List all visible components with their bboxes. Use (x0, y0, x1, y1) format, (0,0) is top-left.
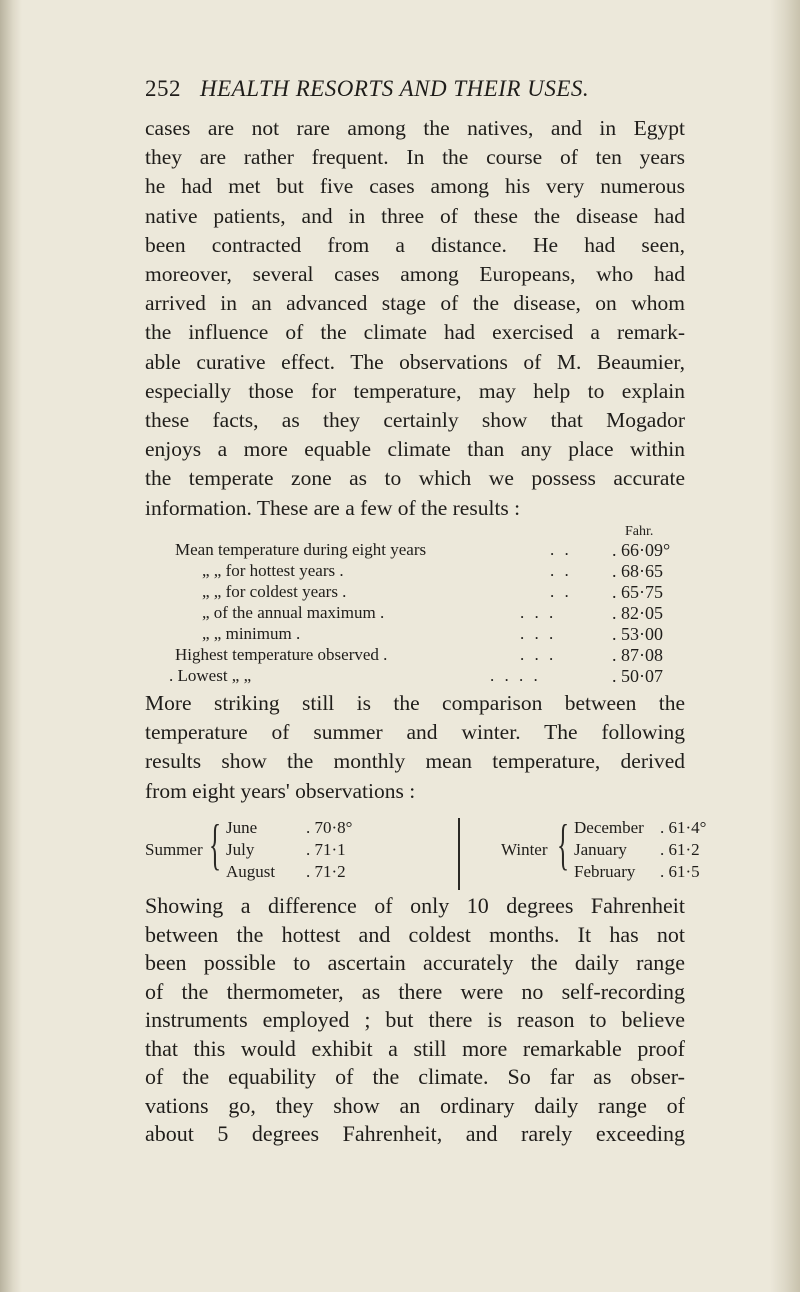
text-line: the influence of the climate had exercised a remark- (145, 320, 685, 345)
row-value: . 66·09° (612, 540, 671, 560)
month-value: . 61·4° (660, 818, 707, 837)
row-label: Mean temperature during eight years (175, 540, 427, 559)
unit-header: Fahr. (625, 524, 654, 539)
month-name: July (226, 840, 255, 859)
page-fore-edge (770, 0, 800, 1292)
page-number: 252 (145, 76, 181, 101)
paragraph-1 (145, 114, 685, 523)
text-line: arrived in an advanced stage of the disease, on whom (145, 291, 685, 316)
month-name: December (574, 818, 644, 837)
page-binding-edge (0, 0, 22, 1292)
text-line: moreover, several cases among Europeans, who had (145, 262, 685, 287)
row-label: „ „ for hottest years . (202, 561, 344, 580)
text-line: especially those for temperature, may help to explain (145, 378, 685, 403)
column-divider (458, 818, 460, 890)
text-line: they are rather frequent. In the course of ten years (145, 145, 685, 170)
month-value: . 61·5 (660, 862, 700, 881)
text-line: the temperate zone as to which we possess accurate (145, 466, 685, 491)
row-label: „ „ for coldest years . (202, 582, 347, 601)
text-line: from eight years' observations : (145, 778, 416, 803)
table-row (145, 603, 715, 625)
row-leader: . . . (520, 603, 557, 622)
summer-label: Summer (145, 840, 203, 859)
row-value: . 53·00 (612, 624, 663, 644)
row-leader: . . . (520, 624, 557, 643)
running-title: HEALTH RESORTS AND THEIR USES. (200, 76, 590, 101)
text-line: enjoys a more equable climate than any place within (145, 437, 685, 462)
row-leader: . . (550, 561, 572, 580)
text-line: between the hottest and coldest months. It has not (145, 921, 685, 947)
month-value: . 61·2 (660, 840, 700, 859)
month-value: . 71·2 (306, 862, 346, 881)
text-line: been contracted from a distance. He had seen, (145, 232, 685, 257)
text-line: Showing a difference of only 10 degrees Fahrenheit (145, 893, 685, 918)
text-line: vations go, they show an ordinary daily range of (145, 1092, 685, 1118)
row-label: „ of the annual maximum . (202, 603, 385, 622)
text-line: instruments employed ; but there is reason to believe (145, 1007, 685, 1032)
text-line: More striking still is the comparison between the (145, 691, 685, 715)
text-line: temperature of summer and winter. The following (145, 720, 685, 745)
month-name: February (574, 862, 636, 881)
table-row (145, 666, 715, 688)
text-line: he had met but five cases among his very numerous (145, 174, 685, 199)
row-value: . 82·05 (612, 603, 663, 623)
month-name: June (226, 818, 258, 837)
table-row (145, 561, 715, 583)
row-value: . 87·08 (612, 645, 663, 665)
paragraph-3 (145, 892, 685, 1149)
paragraph-2 (145, 689, 685, 806)
row-value: . 50·07 (612, 666, 663, 686)
text-line: of the thermometer, as there were no self-recording (145, 978, 685, 1004)
month-name: January (574, 840, 627, 859)
row-leader: . . (550, 540, 572, 559)
monthly-mean-table (145, 814, 707, 888)
text-line: been possible to ascertain accurately the daily range (145, 950, 685, 975)
table-row (145, 624, 715, 646)
row-leader: . . . . (490, 666, 541, 685)
row-value: . 68·65 (612, 561, 663, 581)
month-name: August (226, 862, 276, 881)
row-value: . 65·75 (612, 582, 663, 602)
text-line: native patients, and in three of these the disease had (145, 203, 685, 228)
row-label: Highest temperature observed . (175, 645, 388, 664)
month-value: . 70·8° (306, 818, 353, 837)
table-row (145, 645, 715, 667)
row-label: . Lowest „ „ (169, 666, 252, 685)
row-label: „ „ minimum . (202, 624, 301, 643)
text-line: results show the monthly mean temperature, derived (145, 749, 685, 774)
text-line: cases are not rare among the natives, and in Egypt (145, 116, 685, 140)
winter-brace: { (557, 814, 570, 876)
text-line: of the equability of the climate. So far as obser- (145, 1064, 685, 1089)
month-value: . 71·1 (306, 840, 346, 859)
text-line: able curative effect. The observations of M. Beaumier, (145, 349, 685, 374)
winter-label: Winter (501, 840, 548, 859)
text-line: these facts, as they certainly show that Mogador (145, 408, 685, 433)
temperature-summary-table (145, 524, 715, 686)
text-line: about 5 degrees Fahrenheit, and rarely exceeding (145, 1121, 685, 1146)
text-line: information. These are a few of the results : (145, 495, 521, 520)
table-row (145, 540, 715, 562)
row-leader: . . . (520, 645, 557, 664)
running-header (145, 76, 685, 110)
text-line: that this would exhibit a still more remarkable proof (145, 1035, 685, 1061)
row-leader: . . (550, 582, 572, 601)
table-row (145, 582, 715, 604)
summer-brace: { (209, 814, 222, 876)
